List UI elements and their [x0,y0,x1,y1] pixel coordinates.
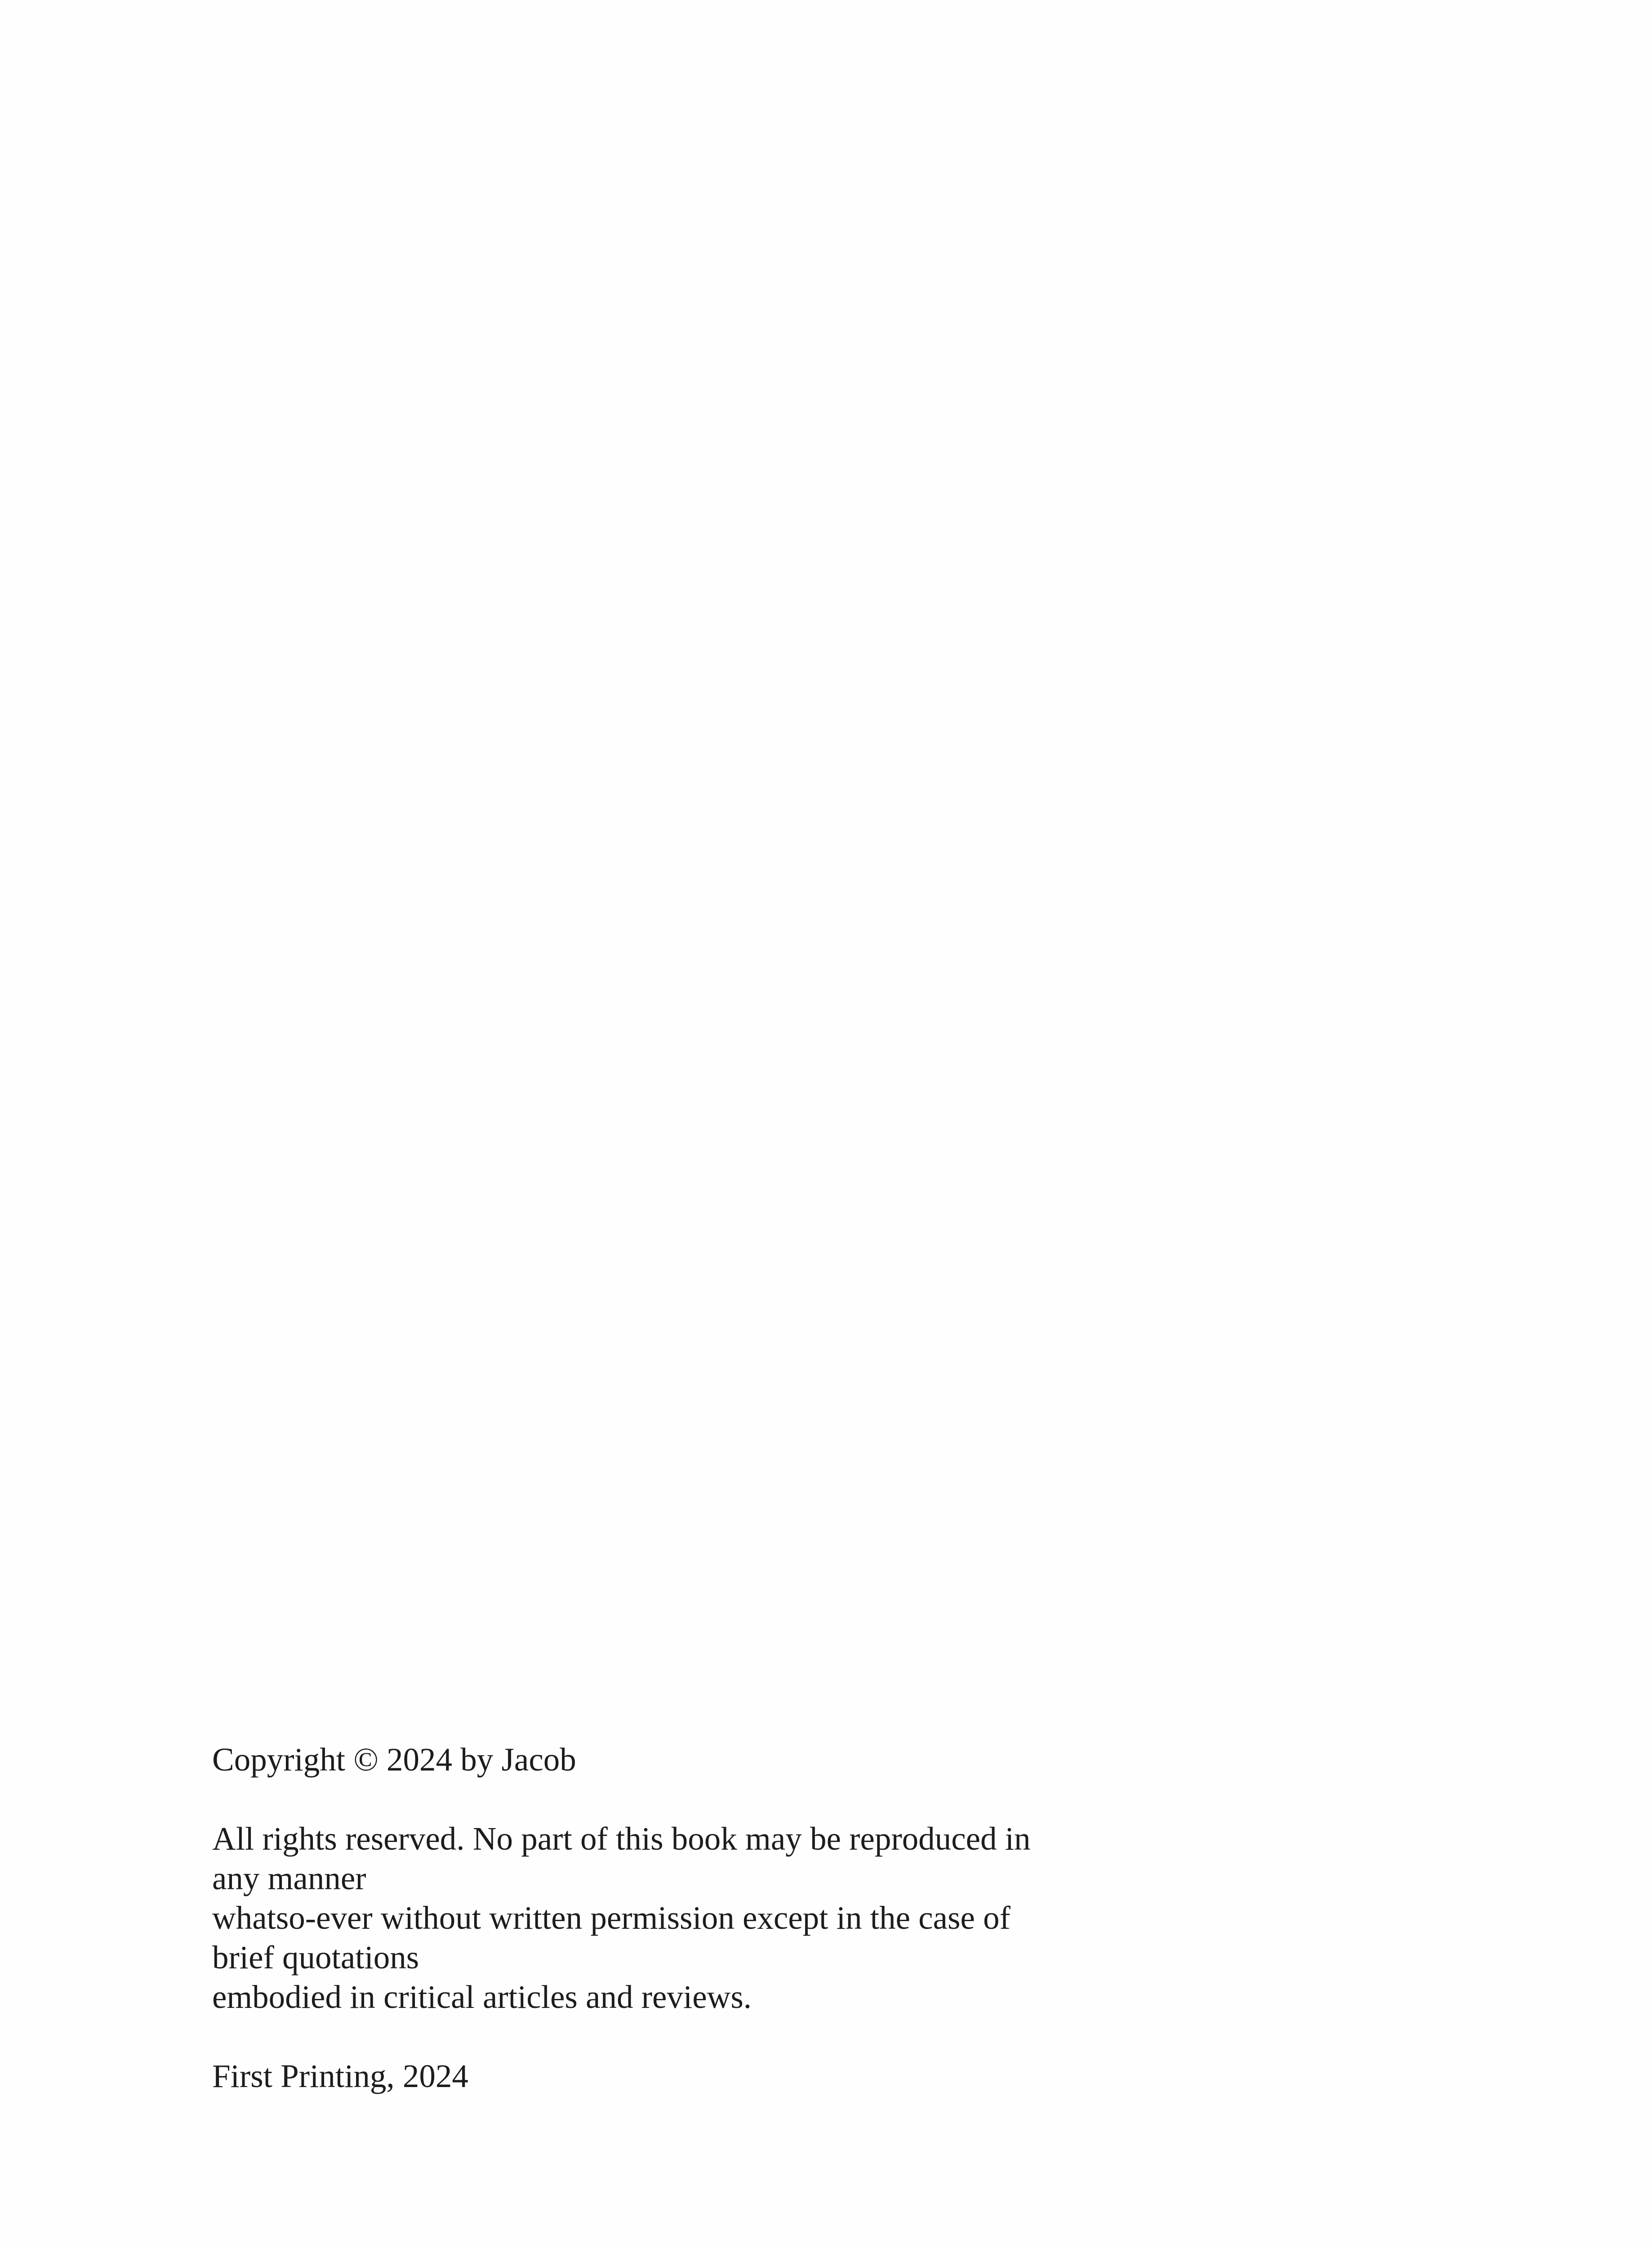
rights-line: whatso-ever without written permission except in the case of [212,1900,1011,1936]
rights-line: any manner [212,1860,366,1896]
paragraph-spacer [212,1780,1084,1819]
printing-line: First Printing, 2024 [212,2058,468,2094]
copyright-line: Copyright © 2024 by Jacob [212,1741,576,1778]
paragraph-spacer [212,2017,1084,2056]
rights-line: All rights reserved. No part of this book may be reproduced in [212,1820,1031,1857]
copyright-notice [212,1740,1084,2096]
rights-line: brief quotations [212,1939,419,1976]
rights-line: embodied in critical articles and reviews. [212,1979,752,2015]
